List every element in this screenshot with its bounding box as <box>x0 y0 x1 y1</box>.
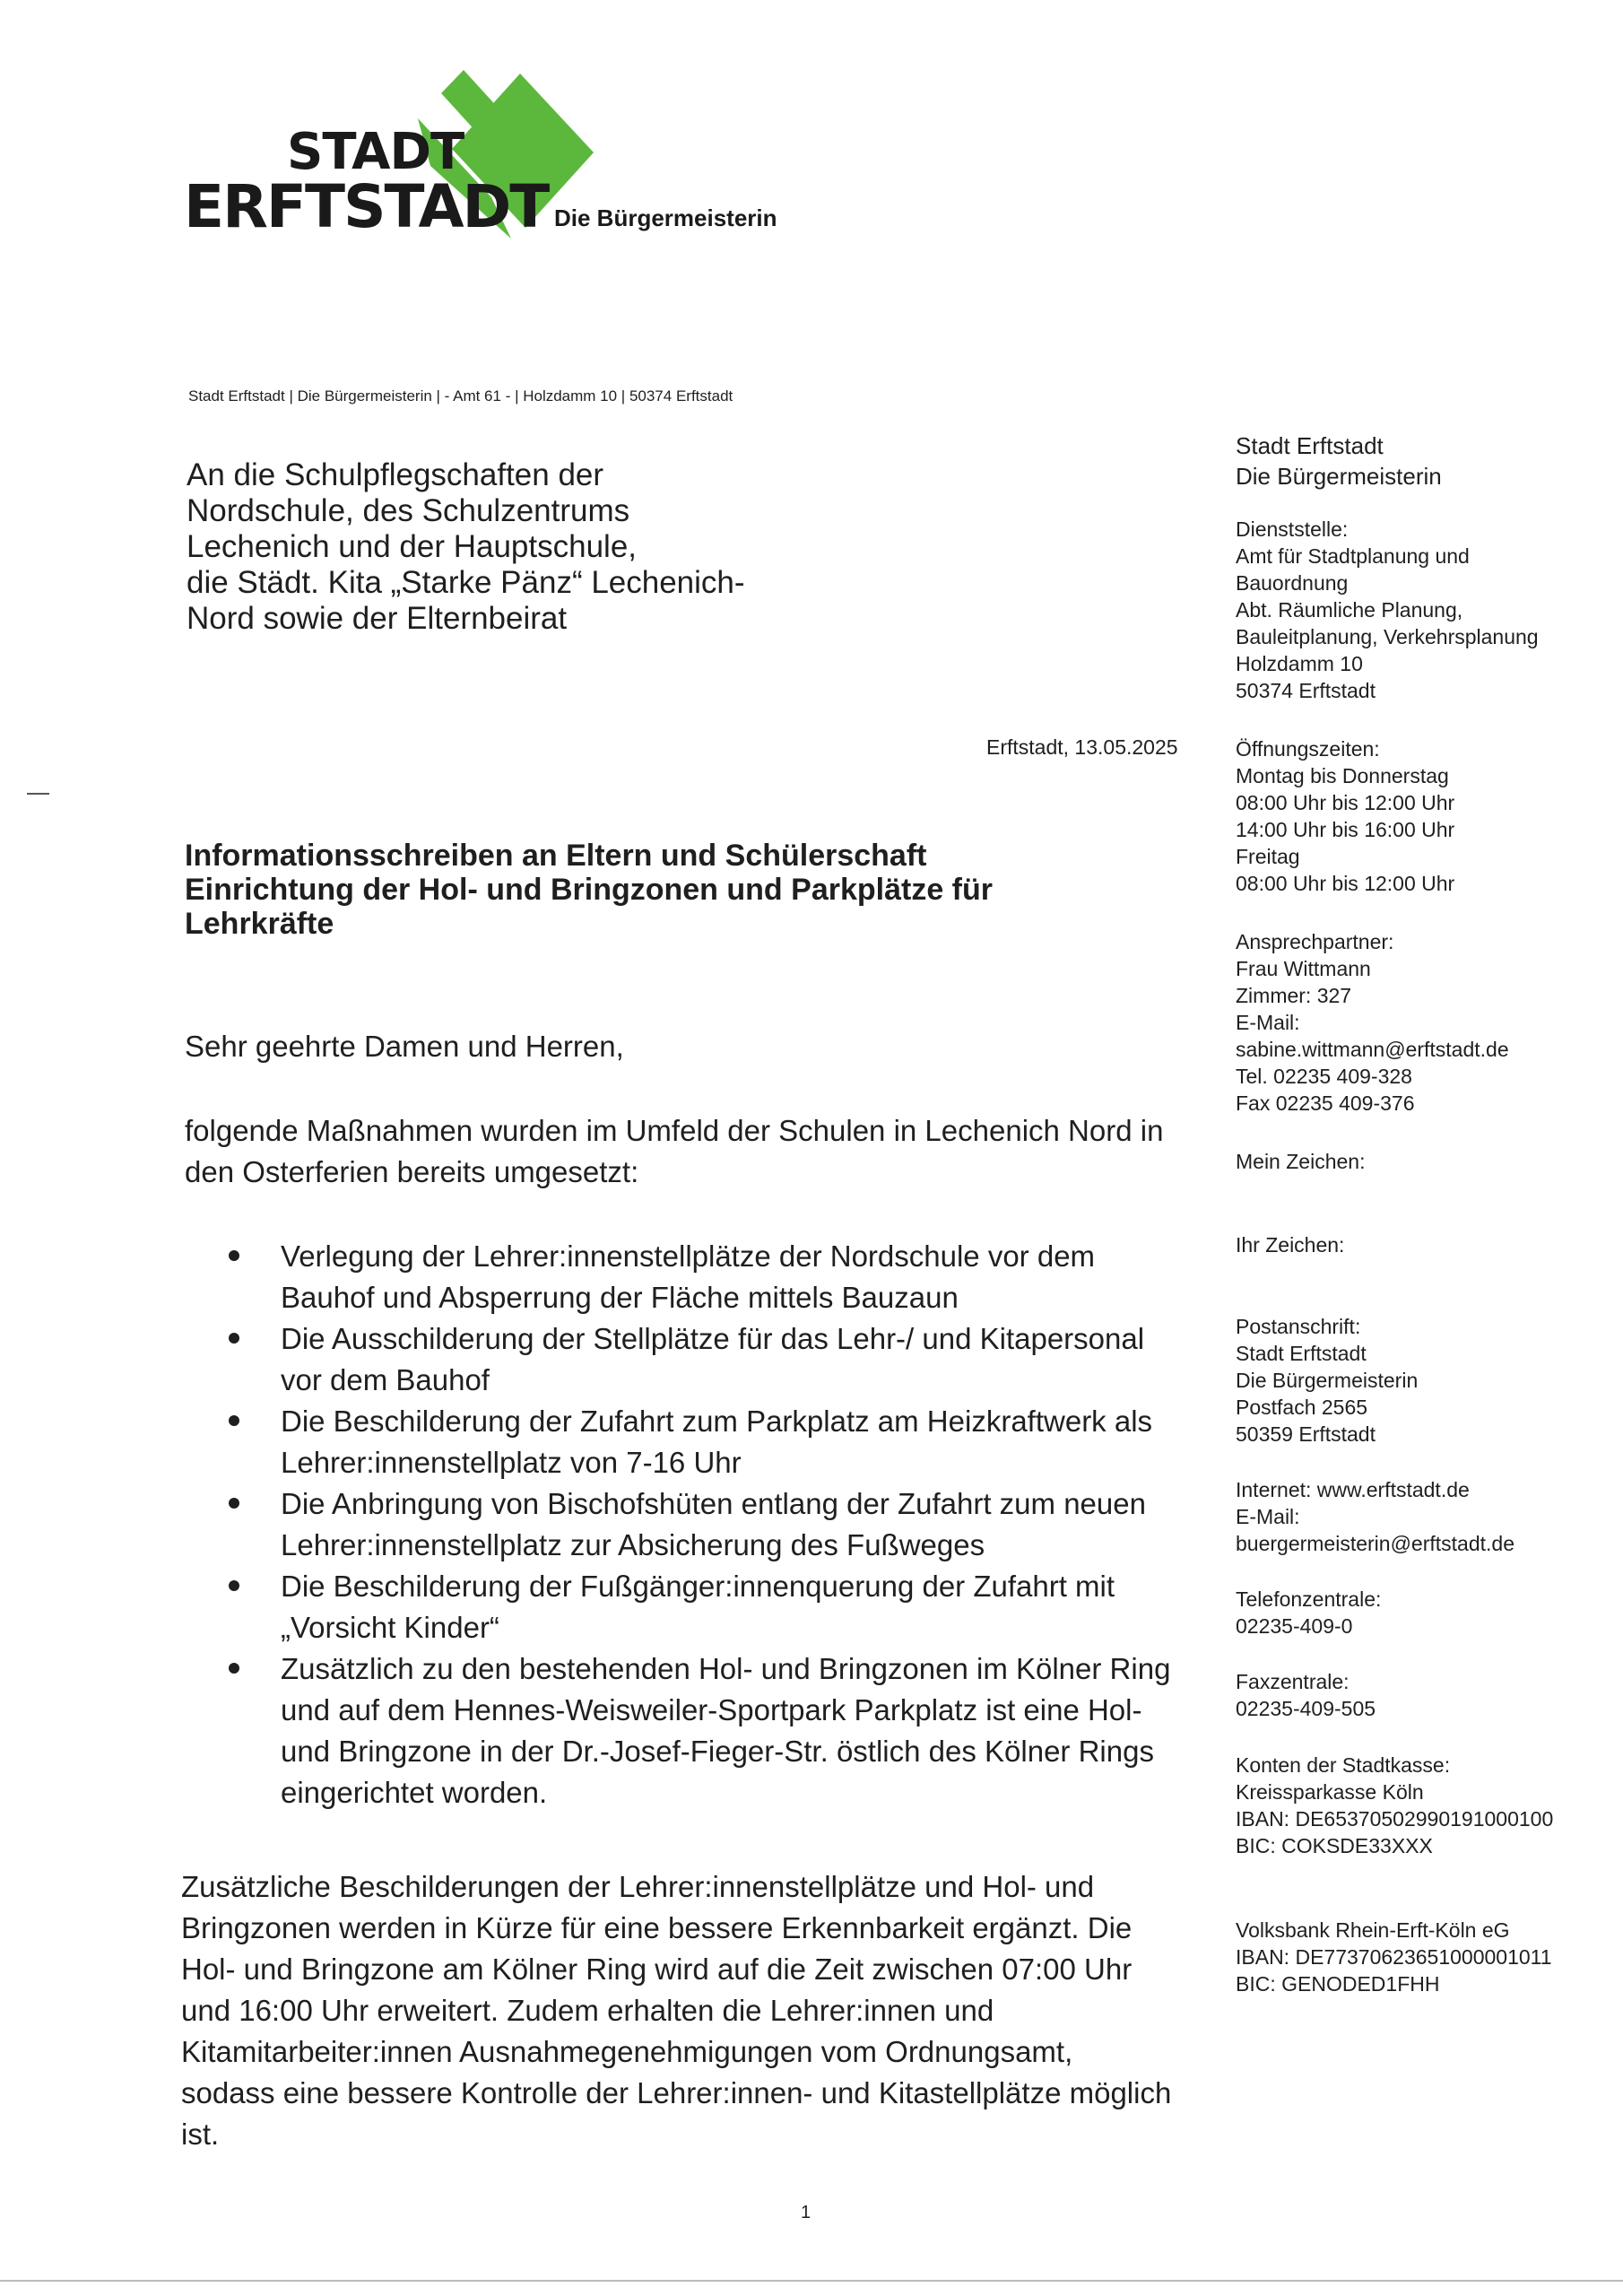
list-item-line: Lehrer:innenstellplatz von 7-16 Uhr <box>281 1446 742 1479</box>
sidebar-ihr-zeichen: Ihr Zeichen: <box>1236 1233 1345 1257</box>
sidebar-oeffnungszeiten <box>1236 735 1612 897</box>
sidebar-title-line: Die Bürgermeisterin <box>1236 463 1442 490</box>
list-item-line: und Bringzone in der Dr.-Josef-Fieger-Str. östlich des Kölner Rings <box>281 1735 1154 1768</box>
sidebar-line: Montag bis Donnerstag <box>1236 764 1449 787</box>
sidebar-line: Freitag <box>1236 845 1300 868</box>
sidebar-line: 02235-409-0 <box>1236 1614 1353 1638</box>
sidebar-line: Konten der Stadtkasse: <box>1236 1753 1451 1777</box>
sidebar-line: Holzdamm 10 <box>1236 652 1363 675</box>
sidebar-line: Ansprechpartner: <box>1236 930 1394 953</box>
sidebar-faxzentrale <box>1236 1668 1612 1722</box>
sidebar-line: Dienststelle: <box>1236 517 1349 541</box>
sidebar-line: Amt für Stadtplanung und <box>1236 544 1470 568</box>
intro-line: folgende Maßnahmen wurden im Umfeld der Schulen in Lechenich Nord in <box>185 1114 1164 1147</box>
page-number: 1 <box>801 2203 812 2222</box>
sidebar-line: Volksbank Rhein-Erft-Köln eG <box>1236 1918 1510 1942</box>
sidebar-line: E-Mail: <box>1236 1505 1300 1528</box>
measures-list <box>179 1236 1294 1813</box>
list-item-line: Bauhof und Absperrung der Fläche mittels Bauzaun <box>281 1281 959 1314</box>
subject-line: Lehrkräfte <box>185 907 334 941</box>
list-item <box>281 1566 1294 1648</box>
list-item <box>281 1483 1294 1566</box>
sidebar-internet <box>1236 1476 1612 1557</box>
sidebar-line: Stadt Erftstadt <box>1236 1342 1367 1365</box>
contact-fax: Fax 02235 409-376 <box>1236 1091 1415 1115</box>
logo-subtitle: Die Bürgermeisterin <box>554 204 777 231</box>
sidebar-line: Frau Wittmann <box>1236 957 1371 980</box>
letter-subject <box>185 839 1198 941</box>
list-item-line: und auf dem Hennes-Weisweiler-Sportpark Parkplatz ist eine Hol- <box>281 1693 1142 1726</box>
list-item-line: Die Ausschilderung der Stellplätze für das Lehr-/ und Kitapersonal <box>281 1322 1145 1355</box>
sidebar-line: 14:00 Uhr bis 16:00 Uhr <box>1236 818 1455 841</box>
closing-line: sodass eine bessere Kontrolle der Lehrer:innen- und Kitastellplätze möglich <box>181 2076 1172 2109</box>
bic-text: BIC: GENODED1FHH <box>1236 1972 1440 1996</box>
sidebar-volksbank <box>1236 1917 1612 1997</box>
subject-line: Informationsschreiben an Eltern und Schülerschaft <box>185 839 927 873</box>
sidebar-title <box>1236 430 1612 491</box>
list-item-line: eingerichtet worden. <box>281 1776 548 1809</box>
office-email: buergermeisterin@erftstadt.de <box>1236 1532 1515 1555</box>
sidebar-title-line: Stadt Erftstadt <box>1236 432 1384 459</box>
contact-phone: Tel. 02235 409-328 <box>1236 1065 1412 1088</box>
list-item-line: „Vorsicht Kinder“ <box>281 1611 499 1644</box>
sidebar-line: Kreissparkasse Köln <box>1236 1780 1424 1804</box>
list-item-line: Die Anbringung von Bischofshüten entlang der Zufahrt zum neuen <box>281 1487 1146 1520</box>
bullet-icon <box>229 1580 239 1591</box>
sidebar-line: 50359 Erftstadt <box>1236 1422 1376 1446</box>
list-item <box>281 1318 1294 1401</box>
sidebar-line: Telefonzentrale: <box>1236 1587 1382 1611</box>
logo-text-erftstadt: ERFTSTADT <box>184 172 549 241</box>
sidebar-dienststelle <box>1236 516 1612 704</box>
closing-line: Zusätzliche Beschilderungen der Lehrer:innenstellplätze und Hol- und <box>181 1870 1095 1903</box>
sidebar-line: 08:00 Uhr bis 12:00 Uhr <box>1236 872 1455 895</box>
contact-email: sabine.wittmann@erftstadt.de <box>1236 1038 1509 1061</box>
list-item-line: Die Beschilderung der Fußgänger:innenquerung der Zufahrt mit <box>281 1570 1115 1603</box>
iban-text: IBAN: DE77370623651000001011 <box>1236 1945 1552 1969</box>
sidebar-line: Bauleitplanung, Verkehrsplanung <box>1236 625 1539 648</box>
list-item-line: Verlegung der Lehrer:innenstellplätze der Nordschule vor dem <box>281 1239 1096 1273</box>
sidebar-line: Abt. Räumliche Planung, <box>1236 598 1463 622</box>
recipient-line: die Städt. Kita „Starke Pänz“ Lechenich- <box>187 565 745 600</box>
sidebar-line: Postfach 2565 <box>1236 1396 1368 1419</box>
intro-line: den Osterferien bereits umgesetzt: <box>185 1155 639 1188</box>
letter-date: Erftstadt, 13.05.2025 <box>986 735 1178 759</box>
sidebar-konten <box>1236 1752 1612 1859</box>
intro-paragraph <box>185 1110 1198 1193</box>
list-item-line: vor dem Bauhof <box>281 1363 490 1396</box>
recipient-line: An die Schulpflegschaften der <box>187 457 604 492</box>
salutation: Sehr geehrte Damen und Herren, <box>185 1030 624 1063</box>
bullet-icon <box>229 1498 239 1509</box>
sidebar-line: 50374 Erftstadt <box>1236 679 1376 702</box>
subject-line: Einrichtung der Hol- und Bringzonen und Parkplätze für <box>185 873 993 907</box>
sidebar-line: 02235-409-505 <box>1236 1697 1376 1720</box>
recipient-line: Nordschule, des Schulzentrums <box>187 493 630 528</box>
bullet-icon <box>229 1250 239 1261</box>
sidebar-line: 08:00 Uhr bis 12:00 Uhr <box>1236 791 1455 814</box>
sidebar-line: Postanschrift: <box>1236 1315 1361 1338</box>
list-item-line: Lehrer:innenstellplatz zur Absicherung des Fußweges <box>281 1528 985 1561</box>
closing-line: Bringzonen werden in Kürze für eine bessere Erkennbarkeit ergänzt. Die <box>181 1911 1133 1944</box>
page-edge-divider <box>0 2280 1623 2282</box>
list-item <box>281 1648 1294 1813</box>
sidebar-telefonzentrale <box>1236 1586 1612 1639</box>
recipient-line: Lechenich und der Hauptschule, <box>187 529 638 564</box>
sidebar-line: Bauordnung <box>1236 571 1349 595</box>
bullet-icon <box>229 1415 239 1426</box>
bullet-icon <box>229 1333 239 1344</box>
sidebar-line: Die Bürgermeisterin <box>1236 1369 1419 1392</box>
sidebar-ansprechpartner <box>1236 928 1612 1117</box>
list-item <box>281 1236 1294 1318</box>
contact-sidebar <box>1236 430 1612 491</box>
sidebar-postanschrift <box>1236 1313 1612 1448</box>
bic-text: BIC: COKSDE33XXX <box>1236 1834 1433 1857</box>
iban-text: IBAN: DE65370502990191000100 <box>1236 1807 1554 1831</box>
list-item <box>281 1401 1294 1483</box>
sidebar-line: E-Mail: <box>1236 1011 1300 1034</box>
recipient-line: Nord sowie der Elternbeirat <box>187 601 568 636</box>
list-item-line: Zusätzlich zu den bestehenden Hol- und Bringzonen im Kölner Ring <box>281 1652 1171 1685</box>
closing-line: Kitamitarbeiter:innen Ausnahmegenehmigungen vom Ordnungsamt, <box>181 2035 1073 2068</box>
sidebar-line: Faxzentrale: <box>1236 1670 1350 1693</box>
closing-line: ist. <box>181 2118 220 2151</box>
closing-line: Hol- und Bringzone am Kölner Ring wird auf die Zeit zwischen 07:00 Uhr <box>181 1952 1133 1986</box>
closing-paragraph <box>181 1866 1203 2155</box>
logo-text-stadt: STADT <box>287 123 464 181</box>
sender-address-line: Stadt Erftstadt | Die Bürgermeisterin | - Amt 61 - | Holzdamm 10 | 50374 Erftstadt <box>188 387 733 404</box>
list-item-line: Die Beschilderung der Zufahrt zum Parkplatz am Heizkraftwerk als <box>281 1405 1153 1438</box>
closing-line: und 16:00 Uhr erweitert. Zudem erhalten die Lehrer:innen und <box>181 1994 994 2027</box>
fold-mark <box>27 793 49 795</box>
website-text: Internet: www.erftstadt.de <box>1236 1478 1470 1501</box>
bullet-icon <box>229 1663 239 1674</box>
sidebar-line: Zimmer: 327 <box>1236 984 1352 1007</box>
recipient-address <box>187 457 868 637</box>
sidebar-mein-zeichen: Mein Zeichen: <box>1236 1150 1366 1173</box>
sidebar-line: Öffnungszeiten: <box>1236 737 1380 761</box>
